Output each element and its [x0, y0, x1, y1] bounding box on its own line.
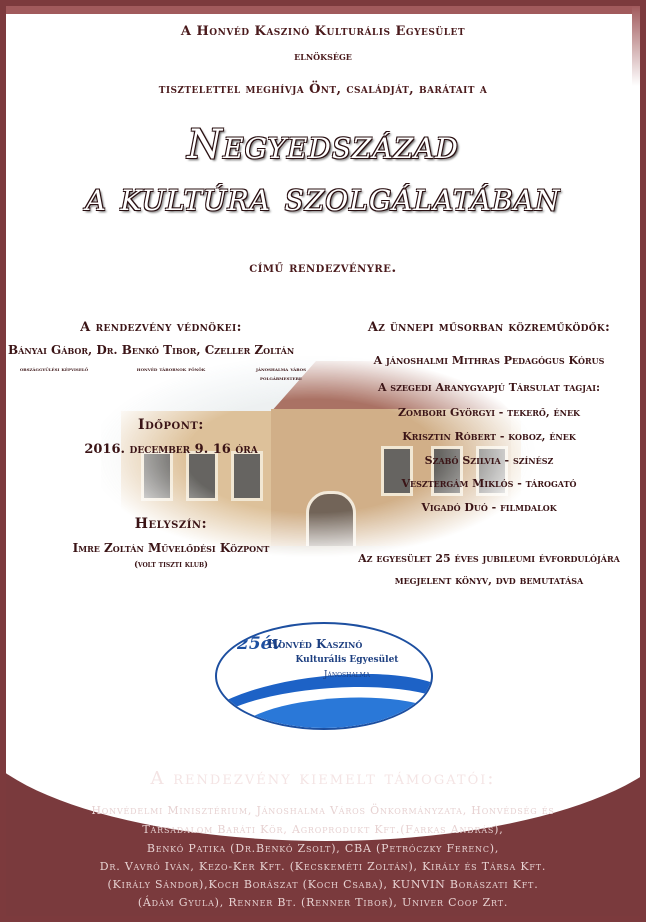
time-heading: Időpont: — [138, 417, 204, 433]
invitation-line: tisztelettel meghívja Önt, családját, barátait a — [158, 82, 488, 97]
event-title-line2: a kultúra szolgálatában — [85, 174, 561, 220]
patron-role-1: országgyűlési képviselő — [19, 366, 89, 373]
performer-item: A szegedi Aranygyapjú Társulat tagjai: — [377, 381, 601, 394]
jubilee-line-2: megjelent könyv, dvd bemutatása — [394, 574, 584, 587]
patron-role-3: jánoshalma város polgármestere — [256, 366, 306, 382]
jubilee-line-1: Az egyesület 25 éves jubileumi évfordulójára — [358, 552, 620, 565]
supporter-line: Dr. Vavró Iván, Kezo-Ker Kft. (Kecskeméti Zoltán), Király és Társa Kft. — [99, 860, 547, 873]
performer-item: Vigadó Duó - filmdalok — [421, 501, 557, 514]
supporter-line: Társadalom Baráti Kör, Agroprodukt Kft.(Farkas András), — [142, 823, 504, 836]
time-value: 2016. december 9. 16 óra — [84, 442, 258, 457]
club-logo — [215, 622, 433, 730]
supporter-line: Benkó Patika (Dr.Benkó Zsolt), CBA (Petróczky Ferenc), — [146, 842, 500, 855]
performer-item: Szabó Szilvia - színész — [424, 454, 554, 467]
performer-item: A jánoshalmi Mithras Pedagógus Kórus — [373, 354, 605, 367]
patrons-heading: A rendezvény védnökei: — [80, 320, 242, 335]
venue-value: Imre Zoltán Művelődési Központ — [72, 541, 270, 555]
performer-item: Zombori Györgyi - tekerő, ének — [397, 406, 581, 419]
patron-role-2: honvéd tábornok főnök — [136, 366, 206, 373]
supporters-heading: A rendezvény kiemelt támogatói: — [150, 768, 496, 789]
logo-oval — [215, 622, 433, 730]
top-border — [6, 6, 640, 14]
supporter-line: (Ádám Gyula), Renner Bt. (Renner Tibor), Univer Coop Zrt. — [137, 896, 509, 909]
event-title-line1: Negyedszázad — [187, 122, 459, 168]
performer-item: Vesztergám Miklós - tárogató — [401, 477, 577, 490]
performer-item: Krisztin Róbert - koboz, ének — [402, 430, 576, 443]
logo-sub: Kulturális Egyesület — [295, 655, 399, 665]
poster-sheet — [6, 6, 640, 916]
organizer-name: A Honvéd Kaszinó Kulturális Egyesület — [180, 24, 466, 39]
logo-town: Jánoshalma — [323, 670, 371, 680]
venue-note: (volt tiszti klub) — [134, 559, 208, 569]
right-border-accent — [632, 6, 640, 86]
logo-name: Honvéd Kaszinó — [267, 637, 363, 651]
supporter-line: Honvédelmi Minisztérium, Jánoshalma Város Önkormányzata, Honvédség és — [91, 804, 555, 817]
logo-badge: 25év — [237, 634, 282, 654]
supporter-line: (Király Sándor),Koch Borászat (Koch Csaba), KUNVIN Borászati Kft. — [107, 878, 539, 891]
event-subtitle: című rendezvényre. — [249, 260, 397, 276]
performers-heading: Az ünnepi műsorban közreműködők: — [367, 320, 611, 335]
venue-heading: Helyszín: — [134, 516, 208, 532]
organizer-board: elnöksége — [294, 50, 352, 63]
patrons-names: Bányai Gábor, Dr. Benkó Tibor, Czeller Zoltán — [8, 343, 295, 357]
